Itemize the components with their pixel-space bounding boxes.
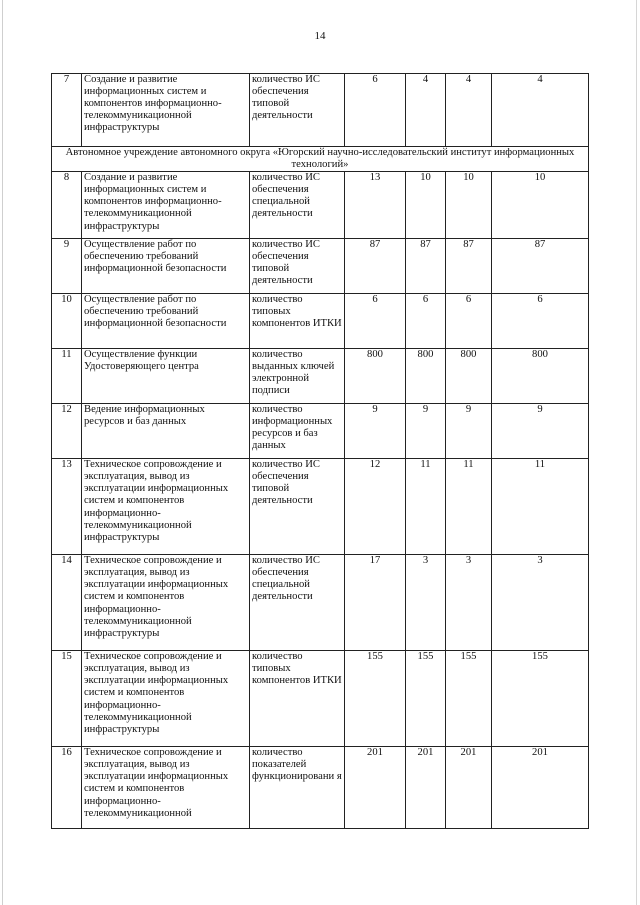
work-name: Техническое сопровождение и эксплуатация, вывод из эксплуатации информационных систем и компонентов информационно-телекоммуникационной инфраструктуры [82,459,250,555]
value-col-3: 6 [446,294,492,349]
table-body-main [52,172,589,829]
work-name: Создание и развитие информационных систем и компонентов информационно-телекоммуникационной инфраструктуры [82,74,250,147]
value-col-4: 3 [492,555,589,651]
value-col-4: 87 [492,239,589,294]
value-col-1: 6 [345,74,406,147]
value-col-2: 3 [406,555,446,651]
services-table [51,73,589,829]
value-col-2: 201 [406,747,446,829]
value-col-1: 12 [345,459,406,555]
table-row [52,349,589,404]
section-title: Автономное учреждение автономного округа «Югорский научно-исследовательский институт информационных технологий» [52,147,589,172]
table-row [52,747,589,829]
indicator-name: количество информационных ресурсов и баз данных [250,404,345,459]
value-col-3: 87 [446,239,492,294]
row-number: 9 [52,239,82,294]
table-row [52,651,589,747]
row-number: 13 [52,459,82,555]
table-row [52,459,589,555]
value-col-4: 155 [492,651,589,747]
value-col-2: 800 [406,349,446,404]
value-col-3: 3 [446,555,492,651]
row-number: 16 [52,747,82,829]
value-col-2: 9 [406,404,446,459]
value-col-2: 10 [406,172,446,239]
row-number: 15 [52,651,82,747]
table-body-top [52,74,589,147]
scan-edge-left [2,0,3,905]
row-number: 12 [52,404,82,459]
row-number: 11 [52,349,82,404]
value-col-2: 155 [406,651,446,747]
indicator-name: количество ИС обеспечения типовой деятельности [250,459,345,555]
value-col-1: 9 [345,404,406,459]
table-row [52,404,589,459]
value-col-4: 10 [492,172,589,239]
value-col-4: 11 [492,459,589,555]
value-col-4: 4 [492,74,589,147]
value-col-1: 13 [345,172,406,239]
value-col-3: 10 [446,172,492,239]
value-col-2: 4 [406,74,446,147]
value-col-2: 87 [406,239,446,294]
indicator-name: количество ИС обеспечения специальной деятельности [250,555,345,651]
value-col-2: 11 [406,459,446,555]
work-name: Техническое сопровождение и эксплуатация, вывод из эксплуатации информационных систем и компонентов информационно-телекоммуникационной [82,747,250,829]
indicator-name: количество ИС обеспечения типовой деятельности [250,239,345,294]
table-row [52,74,589,147]
work-name: Осуществление работ по обеспечению требований информационной безопасности [82,294,250,349]
value-col-1: 87 [345,239,406,294]
indicator-name: количество типовых компонентов ИТКИ [250,651,345,747]
row-number: 8 [52,172,82,239]
table-row [52,294,589,349]
value-col-3: 9 [446,404,492,459]
value-col-3: 11 [446,459,492,555]
value-col-1: 6 [345,294,406,349]
value-col-1: 17 [345,555,406,651]
work-name: Техническое сопровождение и эксплуатация, вывод из эксплуатации информационных систем и компонентов информационно-телекоммуникационной инфраструктуры [82,651,250,747]
work-name: Создание и развитие информационных систем и компонентов информационно-телекоммуникационной инфраструктуры [82,172,250,239]
indicator-name: количество ИС обеспечения специальной деятельности [250,172,345,239]
value-col-4: 6 [492,294,589,349]
indicator-name: количество типовых компонентов ИТКИ [250,294,345,349]
indicator-name: количество выданных ключей электронной подписи [250,349,345,404]
work-name: Осуществление функции Удостоверяющего центра [82,349,250,404]
table-row [52,239,589,294]
scan-edge-right [636,0,637,905]
value-col-3: 155 [446,651,492,747]
section-row [52,147,589,172]
table-row [52,555,589,651]
value-col-1: 155 [345,651,406,747]
value-col-1: 800 [345,349,406,404]
row-number: 14 [52,555,82,651]
value-col-3: 800 [446,349,492,404]
value-col-3: 201 [446,747,492,829]
table-section-header [52,147,589,172]
value-col-4: 800 [492,349,589,404]
row-number: 7 [52,74,82,147]
work-name: Техническое сопровождение и эксплуатация, вывод из эксплуатации информационных систем и компонентов информационно-телекоммуникационной инфраструктуры [82,555,250,651]
value-col-3: 4 [446,74,492,147]
value-col-4: 201 [492,747,589,829]
value-col-2: 6 [406,294,446,349]
table-row [52,172,589,239]
value-col-4: 9 [492,404,589,459]
page-number: 14 [314,30,326,42]
indicator-name: количество ИС обеспечения типовой деятельности [250,74,345,147]
value-col-1: 201 [345,747,406,829]
work-name: Ведение информационных ресурсов и баз данных [82,404,250,459]
work-name: Осуществление работ по обеспечению требований информационной безопасности [82,239,250,294]
row-number: 10 [52,294,82,349]
indicator-name: количество показателей функционировани я [250,747,345,829]
